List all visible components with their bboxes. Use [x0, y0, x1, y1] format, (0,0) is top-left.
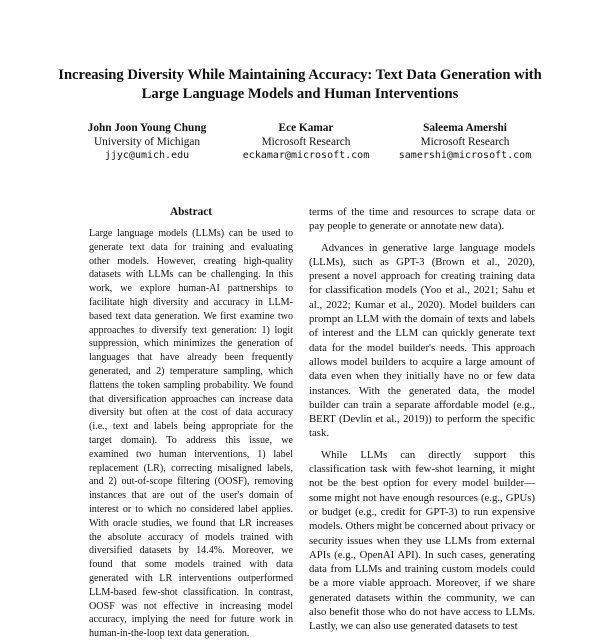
abstract-section — [89, 205, 293, 641]
author-name: Ece Kamar — [278, 122, 334, 134]
author-affiliation: Microsoft Research — [261, 136, 351, 148]
paper-title: Increasing Diversity While Maintaining Accuracy: Text Data Generation with Large Language Models and Human Interventions — [58, 67, 542, 102]
author-affiliation: University of Michigan — [93, 136, 201, 148]
abstract-text: Large language models (LLMs) can be used to generate text data for training and evaluating other models. However, creating high-quality datasets with LLMs can be challenging. In this work, we explore human-AI partnerships to facilitate high diversity and accuracy in LLM-based text data generation. We first examine two approaches to diversify text generation: 1) logit suppression, which minimizes the generation of languages that have already been frequently generated, and 2) temperature sampling, which flattens the token sampling probability. We found that diversification approaches can increase data diversity but often at the cost of data accuracy (i.e., text and labels being appropriate for the target domain). To address this issue, we examined two human interventions, 1) label replacement (LR), correcting misaligned labels, and 2) out-of-scope filtering (OOSF), removing instances that are out of the user's domain of interest or to which no considered label applies. With oracle studies, we found that LR increases the absolute accuracy of models trained with diversified datasets by 14.4%. Moreover, we found that some models trained with data generated with LR interventions outperformed LLM-based few-shot classification. In contrast, OOSF was not effective in increasing model accuracy, implying the need for future work in human-in-the-loop text data generation. — [89, 228, 293, 640]
author-email: samershi@microsoft.com — [398, 150, 532, 161]
intro-column — [309, 205, 535, 641]
author-email: jjyc@umich.edu — [104, 150, 190, 161]
author-email: eckamar@microsoft.com — [242, 150, 370, 161]
intro-paragraph: Advances in generative large language models (LLMs), such as GPT-3 (Brown et al., 2020), present a novel approach for creating training data for classification models (Yoo et al., 2021; Sahu et al., 2022; Kumar et al., 2020). Model builders can prompt an LLM with the domain of texts and labels of interest and the LLM can quickly generate text data for the model builder's needs. This approach allows model builders to acquire a large amount of data even when they initially have no or few data instances. With the generated data, the model builder can train a separate affordable model (e.g., BERT (Devlin et al., 2019)) to perform the specific task. — [309, 241, 535, 440]
intro-paragraph: While LLMs can directly support this classification task with few-shot learning, it might not be the best option for every model builder—some might not have enough resources (e.g., GPUs) or budget (e.g., credit for GPT-3) to run expensive models. Others might be concerned about privacy or security issues when they use LLMs from external APIs (e.g., OpenAI API). In such cases, generating data from LLMs and training custom models could be a more viable approach. Moreover, if we share generated datasets within the community, we can also benefit those who do not have access to LLMs. Lastly, we can also use generated datasets to test — [309, 448, 535, 633]
author-name: Saleema Amershi — [423, 122, 507, 134]
author-affiliation: Microsoft Research — [420, 136, 510, 148]
author-block — [0, 121, 600, 171]
author-3 — [365, 121, 565, 163]
intro-paragraph: terms of the time and resources to scrape data or pay people to generate or annotate new data). — [309, 206, 535, 233]
abstract-heading: Abstract — [169, 206, 213, 218]
author-name: John Joon Young Chung — [87, 122, 207, 134]
